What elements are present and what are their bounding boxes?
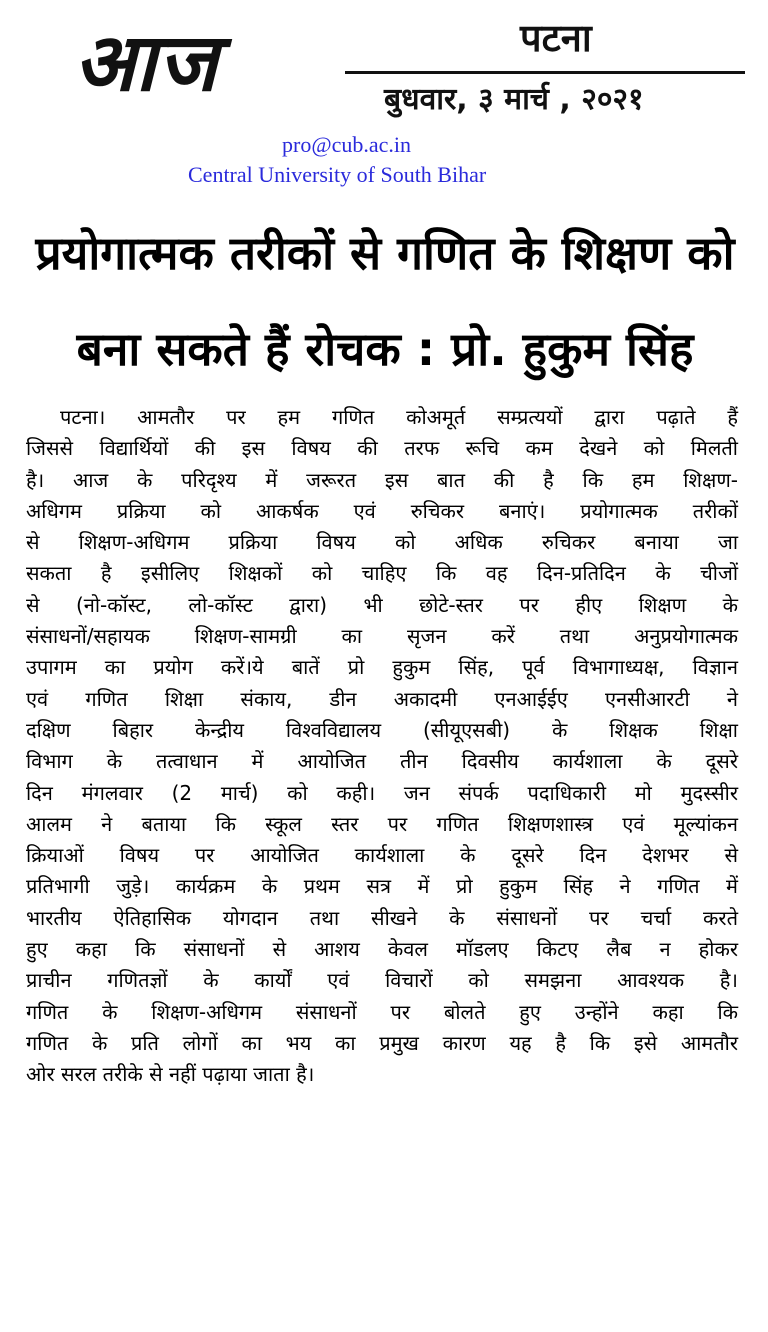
edition-city: पटना (520, 16, 592, 60)
body-line: हुए कहा कि संसाधनों से आशय केवल मॉडलए किटए लैब न होकर (26, 937, 738, 962)
body-line: अधिगम प्रक्रिया को आकर्षक एवं रुचिकर बनाएं। प्रयोगात्मक तरीकों (26, 498, 738, 523)
headline-line-1: प्रयोगात्मक तरीकों से गणित के शिक्षण को (35, 226, 735, 280)
body-line: एवं गणित शिक्षा संकाय, डीन अकादमी एनआईईए एनसीआरटी ने (26, 686, 738, 711)
body-line: ओर सरल तरीके से नहीं पढ़ाया जाता है। (26, 1062, 315, 1087)
headline-line-2: बना सकते हैं रोचक : प्रो. हुकुम सिंह (76, 322, 694, 376)
masthead-divider (345, 71, 745, 74)
body-line: गणित के प्रति लोगों का भय का प्रमुख कारण यह है कि इसे आमतौर (26, 1030, 738, 1055)
body-line: आलम ने बताया कि स्कूल स्तर पर गणित शिक्षणशास्त्र एवं मूल्यांकन (26, 811, 738, 836)
body-line: भारतीय ऐतिहासिक योगदान तथा सीखने के संसाधनों पर चर्चा करते (26, 905, 738, 930)
article-body (26, 402, 738, 1091)
body-line: है। आज के परिदृश्य में जरूरत इस बात की है कि हम शिक्षण- (26, 467, 738, 492)
newspaper-logo: आज (74, 16, 220, 109)
publication-date: बुधवार, ३ मार्च , २०२१ (384, 82, 644, 117)
body-line: से शिक्षण-अधिगम प्रक्रिया विषय को अधिक रुचिकर बनाया जा (26, 530, 738, 555)
masthead (0, 0, 768, 140)
article-headline (20, 205, 750, 397)
body-line: सकता है इसीलिए शिक्षकों को चाहिए कि वह दिन-प्रतिदिन के चीजों (26, 561, 738, 586)
body-line: प्रतिभागी जुड़े। कार्यक्रम के प्रथम सत्र में प्रो हुकुम सिंह ने गणित में (26, 874, 738, 899)
body-line: क्रियाओं विषय पर आयोजित कार्यशाला के दूसरे दिन देशभर से (26, 843, 738, 868)
body-line: गणित के शिक्षण-अधिगम संसाधनों पर बोलते हुए उन्होंने कहा कि (26, 999, 738, 1024)
contact-email: pro@cub.ac.in (282, 132, 411, 157)
university-name: Central University of South Bihar (188, 162, 487, 187)
body-line: से (नो-कॉस्ट, लो-कॉस्ट द्वारा) भी छोटे-स्तर पर हीए शिक्षण के (26, 592, 738, 617)
body-line: जिससे विद्यार्थियों की इस विषय की तरफ रूचि कम देखने को मिलती (26, 436, 738, 461)
body-line: उपागम का प्रयोग करें।ये बातें प्रो हुकुम सिंह, पूर्व विभागाध्यक्ष, विज्ञान (26, 655, 738, 680)
body-line: दिन मंगलवार (2 मार्च) को कही। जन संपर्क पदाधिकारी मो मुदस्सीर (26, 780, 738, 805)
body-line: संसाधनों/सहायक शिक्षण-सामग्री का सृजन करें तथा अनुप्रयोगात्मक (26, 624, 738, 649)
body-line: पटना। आमतौर पर हम गणित कोअमूर्त सम्प्रत्ययों द्वारा पढ़ाते हैं (60, 405, 738, 429)
body-line: विभाग के तत्वाधान में आयोजित तीन दिवसीय कार्यशाला के दूसरे (26, 749, 738, 774)
body-line: प्राचीन गणितज्ञों के कार्यों एवं विचारों को समझना आवश्यक है। (26, 968, 738, 993)
body-line: दक्षिण बिहार केन्द्रीय विश्वविद्यालय (सीयूएसबी) के शिक्षक शिक्षा (26, 717, 738, 742)
